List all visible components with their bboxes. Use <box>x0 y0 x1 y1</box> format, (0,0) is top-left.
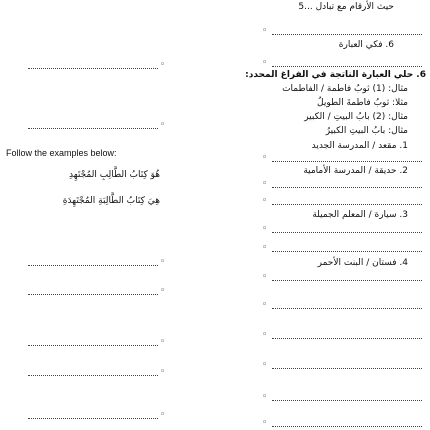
item-4: 4. فستان / البنت الأحمر <box>317 258 408 268</box>
answer-line[interactable] <box>272 368 422 369</box>
answer-marker: ◦ <box>160 286 166 296</box>
answer-marker: ◦ <box>262 360 268 370</box>
example-answer-2: مثال: بابُ البيتِ الكبيرُ <box>325 126 408 136</box>
answer-marker: ◦ <box>262 153 268 163</box>
left-example-2: هِيَ كِتَابُ الطَّالِبَةِ المُجْتَهِدَةِ <box>62 196 160 206</box>
answer-marker: ◦ <box>160 337 166 347</box>
answer-marker: ◦ <box>262 392 268 402</box>
item6-example-1: مثال: (1) ثوبُ فاطمة / الفاطمات <box>282 84 408 94</box>
answer-line[interactable] <box>28 68 158 69</box>
answer-line[interactable] <box>272 426 422 427</box>
answer-marker: ◦ <box>262 418 268 428</box>
answer-line[interactable] <box>272 66 422 67</box>
header-fragment: حيث الأرقام مع تبادل ...5 <box>298 2 394 12</box>
answer-line[interactable] <box>272 204 422 205</box>
item6-title: 6. حلي العبارة الناتجة في الفراغ المحدد: <box>245 70 426 80</box>
answer-marker: ◦ <box>262 26 268 36</box>
answer-marker: ◦ <box>262 224 268 234</box>
answer-marker: ◦ <box>160 410 166 420</box>
answer-line[interactable] <box>272 308 422 309</box>
answer-line[interactable] <box>272 232 422 233</box>
item-3: 3. سيارة / المعلم الجميلة <box>312 210 408 220</box>
answer-line[interactable] <box>272 34 422 35</box>
answer-marker: ◦ <box>160 367 166 377</box>
answer-line[interactable] <box>272 280 422 281</box>
answer-marker: ◦ <box>262 58 268 68</box>
answer-marker: ◦ <box>160 120 166 130</box>
answer-marker: ◦ <box>262 330 268 340</box>
answer-line[interactable] <box>272 161 422 162</box>
answer-marker: ◦ <box>262 243 268 253</box>
item6-head: 6. فكي العبارة <box>338 40 394 50</box>
answer-marker: ◦ <box>262 300 268 310</box>
item-1: 1. مقعد / المدرسة الجديد <box>311 141 408 151</box>
answer-marker: ◦ <box>262 179 268 189</box>
item6-example-2: مثال: (2) بابُ البيتِ / الكبير <box>304 112 408 122</box>
answer-line[interactable] <box>272 187 422 188</box>
answer-line[interactable] <box>28 418 158 419</box>
answer-marker: ◦ <box>262 272 268 282</box>
answer-marker: ◦ <box>160 60 166 70</box>
item-2: 2. حديقة / المدرسة الأمامية <box>303 166 408 176</box>
answer-line[interactable] <box>28 294 158 295</box>
example-answer-1: مثلا: ثوبُ فاطمةَ الطويلُ <box>317 98 408 108</box>
left-example-1: هُوَ كِتَابُ الطَّالِبِ المُجْتَهِدِ <box>69 170 160 180</box>
answer-line[interactable] <box>272 338 422 339</box>
answer-line[interactable] <box>28 375 158 376</box>
answer-line[interactable] <box>272 400 422 401</box>
answer-line[interactable] <box>28 128 158 129</box>
answer-line[interactable] <box>272 251 422 252</box>
answer-marker: ◦ <box>262 196 268 206</box>
instruction-text: Follow the examples below: <box>6 148 117 158</box>
answer-line[interactable] <box>28 265 158 266</box>
answer-marker: ◦ <box>160 257 166 267</box>
answer-line[interactable] <box>28 345 158 346</box>
